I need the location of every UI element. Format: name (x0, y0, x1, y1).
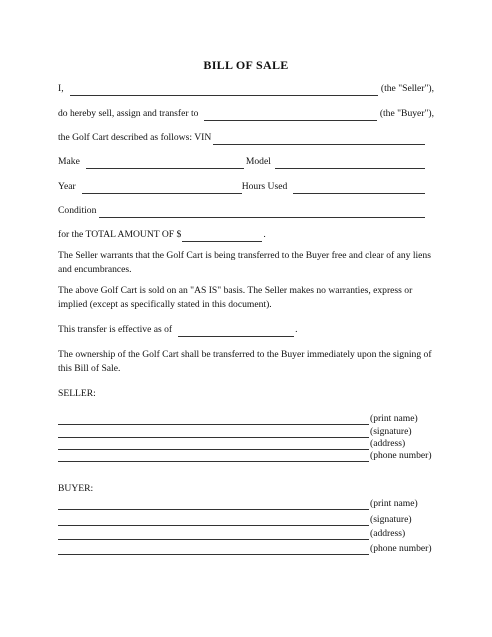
vin-label: the Golf Cart described as follows: VIN (58, 132, 212, 143)
as-is-clause: The above Golf Cart is sold on an "AS IS" basis. The Seller makes no warranties, express or implied (except as specifically stated in this document). (58, 285, 413, 310)
buyer-name-line (58, 107, 434, 121)
year-label: Year (58, 181, 76, 192)
transfer-prefix: do hereby sell, assign and transfer to (58, 108, 199, 119)
seller-prefix: I, (58, 83, 64, 94)
seller-phone-label: (phone number) (370, 450, 432, 461)
effective-date-line (58, 323, 434, 337)
buyer-signature-field[interactable] (58, 516, 369, 526)
make-model-line (58, 155, 426, 169)
document-title: BILL OF SALE (203, 58, 289, 72)
model-field[interactable] (275, 158, 425, 169)
vin-field[interactable] (213, 134, 425, 145)
buyer-print-name-field[interactable] (58, 500, 369, 510)
total-amount-suffix: . (263, 229, 266, 240)
seller-phone-field[interactable] (58, 452, 369, 462)
buyer-phone-row (58, 542, 432, 555)
condition-line (58, 204, 426, 218)
buyer-suffix: (the "Buyer"), (379, 108, 434, 119)
seller-signature-label: (signature) (370, 426, 412, 437)
buyer-heading: BUYER: (58, 483, 94, 494)
year-hours-line (58, 180, 426, 194)
effective-date-suffix: . (295, 324, 298, 335)
buyer-print-name-label: (print name) (370, 498, 418, 509)
buyer-print-name-row (58, 497, 432, 510)
buyer-phone-label: (phone number) (370, 543, 432, 554)
hours-field[interactable] (293, 183, 425, 194)
warranty-clause: The Seller warrants that the Golf Cart is being transferred to the Buyer free and clear of any liens and encumbrances. (58, 250, 431, 275)
ownership-clause: The ownership of the Golf Cart shall be transferred to the Buyer immediately upon the signing of this Bill of Sale. (58, 349, 432, 374)
condition-field[interactable] (99, 207, 425, 218)
total-amount-line (58, 228, 434, 242)
condition-label: Condition (58, 205, 97, 216)
seller-print-name-label: (print name) (370, 413, 418, 424)
buyer-address-label: (address) (370, 528, 406, 539)
effective-date-label: This transfer is effective as of (58, 324, 173, 335)
total-amount-label: for the TOTAL AMOUNT OF $ (58, 229, 182, 240)
buyer-address-row (58, 527, 432, 540)
buyer-signature-label: (signature) (370, 514, 412, 525)
buyer-address-field[interactable] (58, 530, 369, 540)
seller-name-line (58, 82, 434, 96)
seller-heading: SELLER: (58, 388, 96, 399)
seller-address-label: (address) (370, 438, 406, 449)
seller-print-name-row (58, 412, 432, 425)
year-field[interactable] (82, 183, 242, 194)
vin-line (58, 131, 426, 145)
buyer-signature-row (58, 513, 432, 526)
seller-name-field[interactable] (70, 85, 378, 96)
buyer-phone-field[interactable] (58, 545, 369, 555)
effective-date-field[interactable] (178, 326, 294, 337)
seller-suffix: (the "Seller"), (380, 83, 434, 94)
seller-phone-row (58, 449, 432, 462)
buyer-name-field[interactable] (204, 110, 376, 121)
model-label: Model (245, 156, 271, 167)
seller-print-name-field[interactable] (58, 415, 369, 425)
hours-label: Hours Used (241, 181, 288, 192)
make-label: Make (58, 156, 80, 167)
make-field[interactable] (86, 158, 244, 169)
total-amount-field[interactable] (182, 231, 262, 242)
